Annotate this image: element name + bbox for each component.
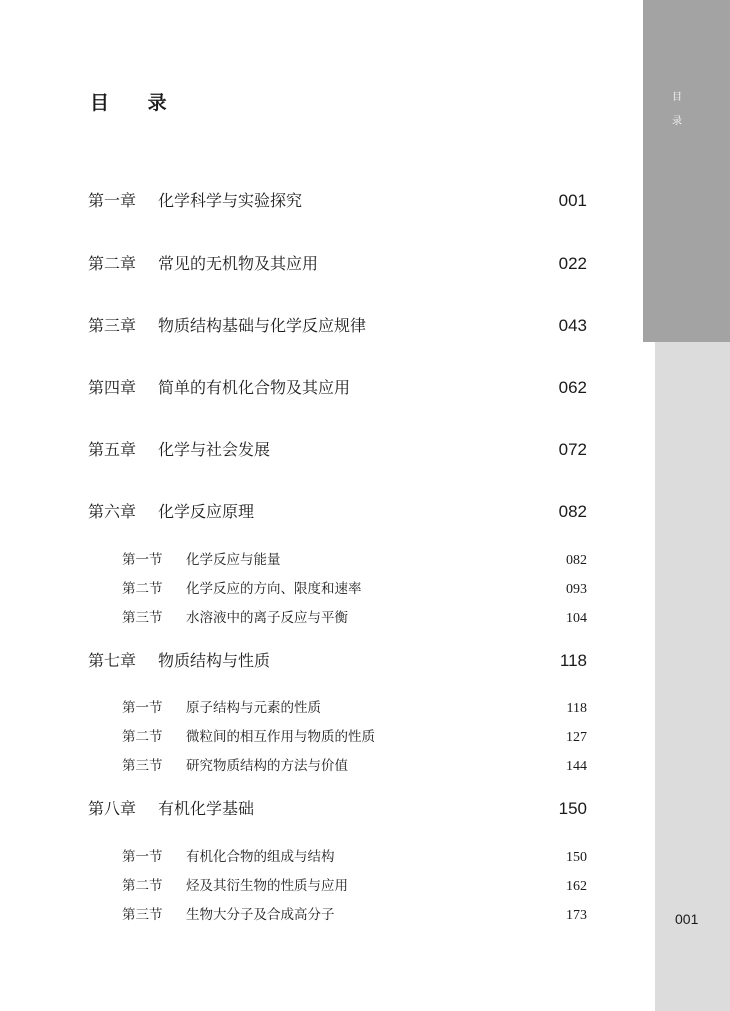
chapter-page-number: 043 <box>558 316 587 335</box>
section-title: 原子结构与元素的性质 <box>186 700 321 716</box>
section-title: 研究物质结构的方法与价值 <box>186 758 348 774</box>
toc-section-entry[interactable] <box>122 548 587 569</box>
chapter-title: 常见的无机物及其应用 <box>158 254 319 273</box>
toc-section-entry[interactable] <box>122 725 587 746</box>
toc-section-entry[interactable] <box>122 696 587 717</box>
toc-chapter-entry[interactable] <box>88 313 587 336</box>
chapter-title: 有机化学基础 <box>158 799 255 818</box>
toc-chapter-entry[interactable] <box>88 499 587 522</box>
chapter-label: 第三章 <box>88 316 137 335</box>
toc-chapter-entry[interactable] <box>88 796 587 819</box>
chapter-page-number: 001 <box>558 191 587 210</box>
section-title: 化学反应与能量 <box>186 552 281 568</box>
chapter-label: 第六章 <box>88 502 137 521</box>
chapter-page-number: 062 <box>558 378 587 397</box>
toc-section-entry[interactable] <box>122 754 587 775</box>
section-page-number: 093 <box>566 582 587 597</box>
toc-section-entry[interactable] <box>122 845 587 866</box>
section-label: 第三节 <box>122 907 163 923</box>
chapter-title: 物质结构与性质 <box>158 651 271 670</box>
toc-chapter-entry[interactable] <box>88 375 587 398</box>
side-tab-label-char1: 目 <box>672 92 682 103</box>
section-title: 生物大分子及合成高分子 <box>186 907 335 923</box>
chapter-label: 第四章 <box>88 378 137 397</box>
chapter-label: 第七章 <box>88 651 137 670</box>
side-tab-label-char2: 录 <box>672 116 682 127</box>
chapter-page-number: 022 <box>558 254 587 273</box>
section-page-number: 082 <box>566 553 587 568</box>
chapter-title: 简单的有机化合物及其应用 <box>158 378 351 397</box>
chapter-title: 化学反应原理 <box>158 502 255 521</box>
chapter-page-number: 072 <box>558 440 587 459</box>
section-title: 水溶液中的离子反应与平衡 <box>186 610 348 626</box>
toc-chapter-entry[interactable] <box>88 251 587 274</box>
section-title: 微粒间的相互作用与物质的性质 <box>186 729 375 745</box>
side-tab-header <box>643 0 730 342</box>
page-title: 目 录 <box>90 92 183 114</box>
chapter-label: 第一章 <box>88 191 137 210</box>
toc-section-entry[interactable] <box>122 874 587 895</box>
section-page-number: 118 <box>566 701 587 716</box>
chapter-title: 化学与社会发展 <box>158 440 271 459</box>
section-label: 第三节 <box>122 610 163 626</box>
toc-section-entry[interactable] <box>122 606 587 627</box>
section-label: 第一节 <box>122 849 163 865</box>
section-page-number: 162 <box>566 879 587 894</box>
chapter-title: 化学科学与实验探究 <box>158 191 303 210</box>
section-label: 第三节 <box>122 758 163 774</box>
toc-chapter-entry[interactable] <box>88 188 587 211</box>
section-page-number: 127 <box>566 730 587 745</box>
toc-chapter-entry[interactable] <box>88 648 587 671</box>
section-title: 烃及其衍生物的性质与应用 <box>186 878 348 894</box>
toc-section-entry[interactable] <box>122 903 587 924</box>
chapter-label: 第二章 <box>88 254 137 273</box>
chapter-page-number: 082 <box>558 502 587 521</box>
chapter-page-number: 118 <box>559 651 587 670</box>
page-number: 001 <box>675 911 699 927</box>
section-page-number: 150 <box>566 850 587 865</box>
section-label: 第二节 <box>122 581 163 597</box>
section-page-number: 104 <box>566 611 587 626</box>
chapter-label: 第五章 <box>88 440 137 459</box>
toc-section-entry[interactable] <box>122 577 587 598</box>
section-label: 第二节 <box>122 878 163 894</box>
chapter-page-number: 150 <box>558 799 587 818</box>
section-label: 第一节 <box>122 552 163 568</box>
section-page-number: 173 <box>566 908 587 923</box>
section-label: 第一节 <box>122 700 163 716</box>
section-page-number: 144 <box>566 759 587 774</box>
toc-chapter-entry[interactable] <box>88 437 587 460</box>
section-title: 化学反应的方向、限度和速率 <box>186 581 362 597</box>
chapter-label: 第八章 <box>88 799 137 818</box>
section-label: 第二节 <box>122 729 163 745</box>
section-title: 有机化合物的组成与结构 <box>186 849 335 865</box>
chapter-title: 物质结构基础与化学反应规律 <box>158 316 367 335</box>
